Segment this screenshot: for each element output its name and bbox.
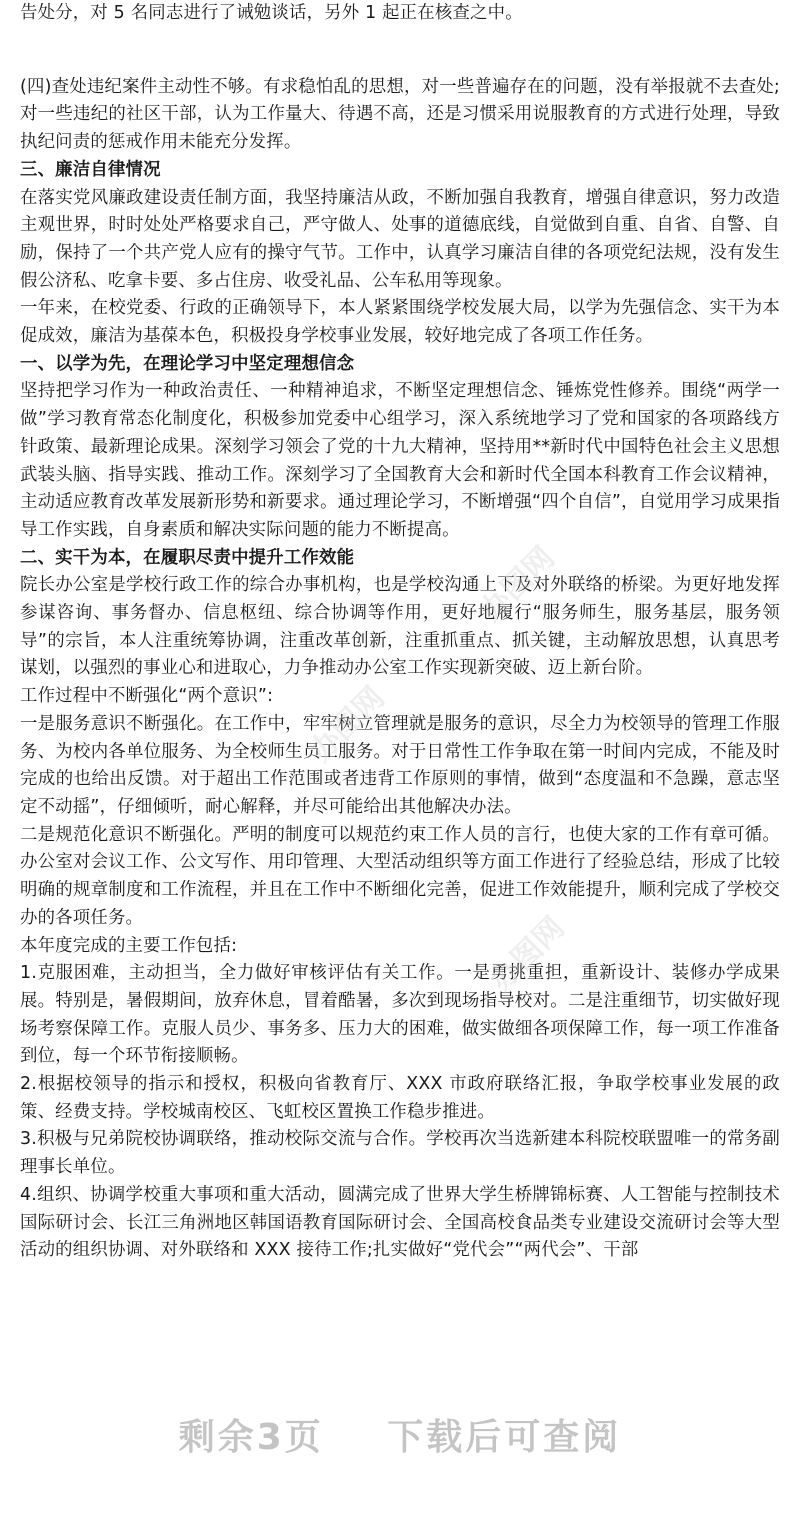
- paragraph: 工作过程中不断强化“两个意识”:: [20, 686, 274, 707]
- watermark: 办图网: [483, 910, 572, 999]
- list-item: 2.根据校领导的指示和授权，积极向省教育厅、XXX 市政府联络汇报，争取学校事业发展的政策、经费支持。学校城南校区、飞虹校区置换工作稳步推进。: [20, 1074, 780, 1122]
- paragraph: 一年来，在校党委、行政的正确领导下，本人紧紧围绕学校发展大局，以学为先强信念、实干为本促成效，廉洁为基葆本色，积极投身学校事业发展，较好地完成了各项工作任务。: [20, 298, 780, 347]
- list-item: 4.组织、协调学校重大事项和重大活动，圆满完成了世界大学生桥牌锦标赛、人工智能与控制技术国际研讨会、长江三角洲地区韩国语教育国际研讨会、全国高校食品类专业建设交流研讨会等大型活动的组织协调、对外联络和 XXX 接待工作;扎实做好“党代会”“两代会”、干部: [20, 1184, 780, 1261]
- document-body: [20, 0, 780, 1265]
- paragraph: 在落实党风廉政建设责任制方面，我坚持廉洁从政，不断加强自我教育，增强自律意识，努力改造主观世界，时时处处严格要求自己，严守做人、处事的道德底线，自觉做到自重、自省、自警、自励，保持了一个共产党人应有的操守气节。工作中，认真学习廉洁自律的各项党纪法规，没有发生假公济私、吃拿卡要、多占住房、收受礼品、公车私用等现象。: [20, 187, 780, 291]
- section-heading: 一、以学为先，在理论学习中坚定理想信念: [20, 353, 355, 374]
- paragraph: 二是规范化意识不断强化。严明的制度可以规范约束工作人员的言行，也使大家的工作有章可循。办公室对会议工作、公文写作、用印管理、大型活动组织等方面工作进行了经验总结，形成了比较明确的规章制度和工作流程，并且在工作中不断细化完善，促进工作效能提升，顺利完成了学校交办的各项任务。: [20, 824, 780, 928]
- watermark: 办图网: [303, 680, 392, 769]
- list-item: 1.克服困难，主动担当，全力做好审核评估有关工作。一是勇挑重担，重新设计、装修办学成果展。特别是，暑假期间，放弃休息，冒着酷暑，多次到现场指导校对。二是注重细节，切实做好现场考察保障工作。克服人员少、事务多、压力大的困难，做实做细各项保障工作，每一项工作准备到位，每一个环节衔接顺畅。: [20, 963, 780, 1067]
- paragraph: 一是服务意识不断强化。在工作中，牢牢树立管理就是服务的意识，尽全力为校领导的管理工作服务、为校内各单位服务、为全校师生员工服务。对于日常性工作争取在第一时间内完成，不能及时完成的也给出反馈。对于超出工作范围或者违背工作原则的事情，做到“态度温和不急躁，意志坚定不动摇”，仔细倾听，耐心解释，并尽可能给出其他解决办法。: [20, 713, 780, 817]
- remaining-pages-text: 剩余3页: [178, 1417, 324, 1458]
- download-to-view-text: 下载后可查阅: [387, 1417, 622, 1458]
- watermark: 办图网: [473, 540, 562, 629]
- section-heading: 二、实干为本，在履职尽责中提升工作效能: [20, 547, 355, 568]
- paragraph: 坚持把学习作为一种政治责任、一种精神追求，不断坚定理想信念、锤炼党性修养。围绕“两学一做”学习教育常态化制度化，积极参加党委中心组学习，深入系统地学习了党和国家的各项路线方针政策、最新理论成果。深刻学习领会了党的十九大精神，坚持用**新时代中国特色社会主义思想武装头脑、指导实践、推动工作。深刻学习了全国教育大会和新时代全国本科教育工作会议精神，主动适应教育改革发展新形势和新要求。通过理论学习，不断增强“四个自信”，自觉用学习成果指导工作实践，自身素质和解决实际问题的能力不断提高。: [20, 381, 780, 540]
- section-heading: 三、廉洁自律情况: [20, 159, 161, 180]
- paragraph: 本年度完成的主要工作包括:: [20, 935, 238, 956]
- paragraph: (四)查处违纪案件主动性不够。有求稳怕乱的思想，对一些普遍存在的问题，没有举报就不去查处;对一些违纪的社区干部，认为工作量大、待遇不高，还是习惯采用说服教育的方式进行处理，导致执纪问责的惩戒作用未能充分发挥。: [20, 76, 780, 153]
- download-prompt-banner[interactable]: [0, 1408, 800, 1468]
- paragraph: 告处分，对 5 名同志进行了诫勉谈话，另外 1 起正在核查之中。: [20, 3, 523, 23]
- paragraph: 院长办公室是学校行政工作的综合办事机构，也是学校沟通上下及对外联络的桥梁。为更好地发挥参谋咨询、事务督办、信息枢纽、综合协调等作用，更好地履行“服务师生，服务基层，服务领导”的宗旨，本人注重统筹协调，注重改革创新，注重抓重点、抓关键，主动解放思想，认真思考谋划，以强烈的事业心和进取心，力争推动办公室工作实现新突破、迈上新台阶。: [20, 575, 780, 679]
- paragraph-gap: [20, 28, 780, 74]
- list-item: 3.积极与兄弟院校协调联络，推动校际交流与合作。学校再次当选新建本科院校联盟唯一的常务副理事长单位。: [20, 1129, 780, 1178]
